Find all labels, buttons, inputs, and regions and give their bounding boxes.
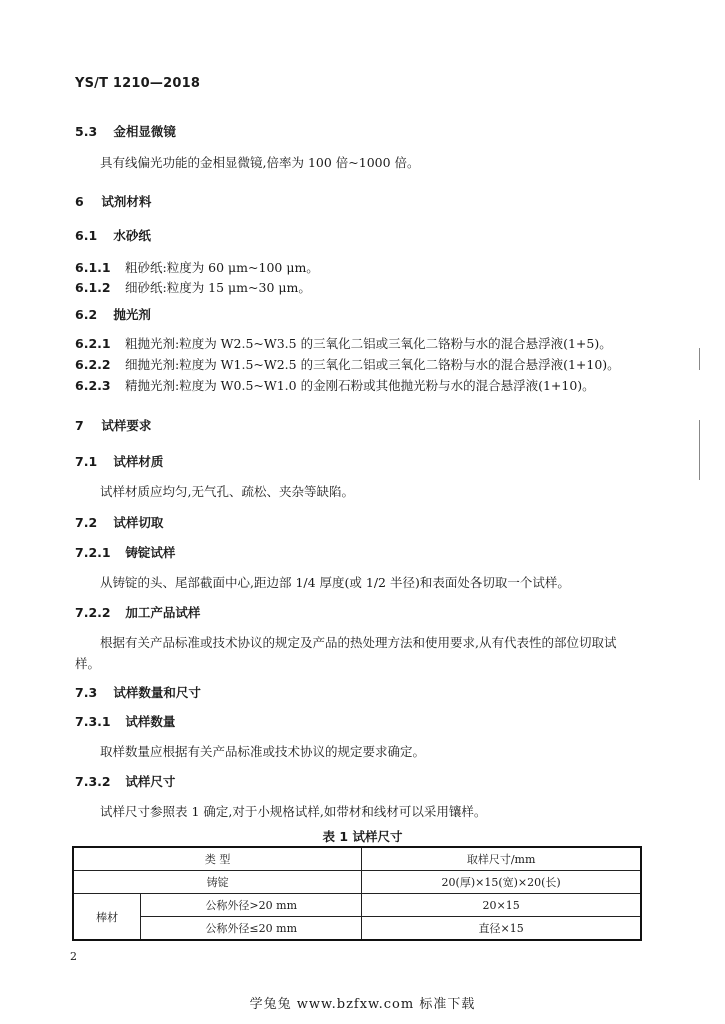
clause-6-2-1 — [75, 334, 612, 352]
section-title: 试样数量 — [125, 714, 176, 729]
section-number: 6.1 — [75, 228, 98, 243]
clause-6-2-3 — [75, 376, 595, 394]
section-title: 试样要求 — [101, 418, 152, 433]
clause-number: 6.1.1 — [75, 260, 111, 275]
ingot-value-cell: 20(厚)×15(宽)×20(长) — [362, 871, 641, 894]
section-5-3-body: 具有线偏光功能的金相显微镜,倍率为 100 倍~1000 倍。 — [100, 155, 420, 170]
clause-text: 细抛光剂:粒度为 W1.5~W2.5 的三氧化二铝或三氧化二铬粉与水的混合悬浮液(1+10)。 — [124, 357, 620, 372]
table-row-bar-small — [73, 917, 641, 941]
section-7-2-heading — [75, 513, 163, 531]
sample-size-table — [72, 846, 642, 941]
section-7-1-body: 试样材质应均匀,无气孔、疏松、夹杂等缺陷。 — [100, 484, 354, 499]
section-7-3-1-body: 取样数量应根据有关产品标准或技术协议的规定要求确定。 — [100, 744, 426, 759]
section-title: 试样切取 — [113, 515, 164, 530]
section-title: 加工产品试样 — [125, 605, 201, 620]
standard-code-header: YS/T 1210—2018 — [75, 76, 201, 91]
section-number: 5.3 — [75, 124, 98, 139]
scan-mark — [699, 420, 700, 480]
section-7-3-2-body: 试样尺寸参照表 1 确定,对于小规格试样,如带材和线材可以采用镶样。 — [100, 804, 487, 819]
page-number: 2 — [70, 950, 77, 963]
clause-6-1-2 — [75, 278, 311, 296]
section-number: 7.1 — [75, 454, 98, 469]
section-number: 7.3.2 — [75, 774, 111, 789]
section-7-3-1-heading — [75, 712, 175, 730]
section-number: 7.2.2 — [75, 605, 111, 620]
clause-number: 6.2.2 — [75, 357, 111, 372]
watermark-footer: 学兔兔 www.bzfxw.com 标准下载 — [249, 997, 476, 1012]
clause-text: 细砂纸:粒度为 15 μm~30 μm。 — [124, 280, 311, 295]
bar-label-cell: 棒材 — [73, 894, 141, 941]
section-6-1-heading — [75, 226, 151, 244]
ingot-label-cell: 铸锭 — [73, 871, 362, 894]
section-number: 7.3 — [75, 685, 98, 700]
section-title: 试样材质 — [113, 454, 164, 469]
section-6-heading — [75, 192, 151, 210]
section-number: 6 — [75, 194, 84, 209]
section-7-2-1-heading — [75, 543, 175, 561]
clause-number: 6.2.1 — [75, 336, 111, 351]
table-header-row — [73, 847, 641, 871]
clause-text: 粗抛光剂:粒度为 W2.5~W3.5 的三氧化二铝或三氧化二铬粉与水的混合悬浮液(1+5)。 — [124, 336, 612, 351]
section-title: 试样数量和尺寸 — [113, 685, 201, 700]
section-number: 7.2 — [75, 515, 98, 530]
clause-number: 6.2.3 — [75, 378, 111, 393]
section-5-3-heading — [75, 122, 176, 140]
bar-sub2-label-cell: 公称外径≤20 mm — [141, 917, 362, 941]
clause-text: 精抛光剂:粒度为 W0.5~W1.0 的金刚石粉或其他抛光粉与水的混合悬浮液(1+10)。 — [124, 378, 595, 393]
section-7-3-2-heading — [75, 772, 175, 790]
section-number: 7.2.1 — [75, 545, 111, 560]
bar-sub2-value-cell: 直径×15 — [362, 917, 641, 941]
clause-number: 6.1.2 — [75, 280, 111, 295]
section-7-2-2-body-line1: 根据有关产品标准或技术协议的规定及产品的热处理方法和使用要求,从有代表性的部位切取试 — [100, 635, 617, 650]
section-6-2-heading — [75, 305, 151, 323]
section-title: 金相显微镜 — [113, 124, 176, 139]
section-number: 7.3.1 — [75, 714, 111, 729]
clause-6-2-2 — [75, 355, 620, 373]
section-title: 水砂纸 — [113, 228, 151, 243]
bar-sub1-label-cell: 公称外径>20 mm — [141, 894, 362, 917]
clause-text: 粗砂纸:粒度为 60 μm~100 μm。 — [124, 260, 319, 275]
section-7-2-2-heading — [75, 603, 200, 621]
section-7-2-1-body: 从铸锭的头、尾部截面中心,距边部 1/4 厚度(或 1/2 半径)和表面处各切取一个试样。 — [100, 575, 570, 590]
section-7-heading — [75, 416, 151, 434]
section-title: 铸锭试样 — [125, 545, 176, 560]
section-title: 抛光剂 — [113, 307, 151, 322]
section-number: 7 — [75, 418, 84, 433]
header-size-cell: 取样尺寸/mm — [362, 847, 641, 871]
section-7-2-2-body-line2: 样。 — [75, 656, 101, 671]
section-title: 试样尺寸 — [125, 774, 176, 789]
section-title: 试剂材料 — [101, 194, 152, 209]
scan-mark — [699, 348, 700, 370]
section-7-1-heading — [75, 452, 163, 470]
table-row-ingot — [73, 871, 641, 894]
section-number: 6.2 — [75, 307, 98, 322]
table-row-bar-large — [73, 894, 641, 917]
clause-6-1-1 — [75, 258, 319, 276]
section-7-3-heading — [75, 683, 201, 701]
header-type-cell: 类 型 — [73, 847, 362, 871]
bar-sub1-value-cell: 20×15 — [362, 894, 641, 917]
table-caption: 表 1 试样尺寸 — [322, 829, 403, 844]
